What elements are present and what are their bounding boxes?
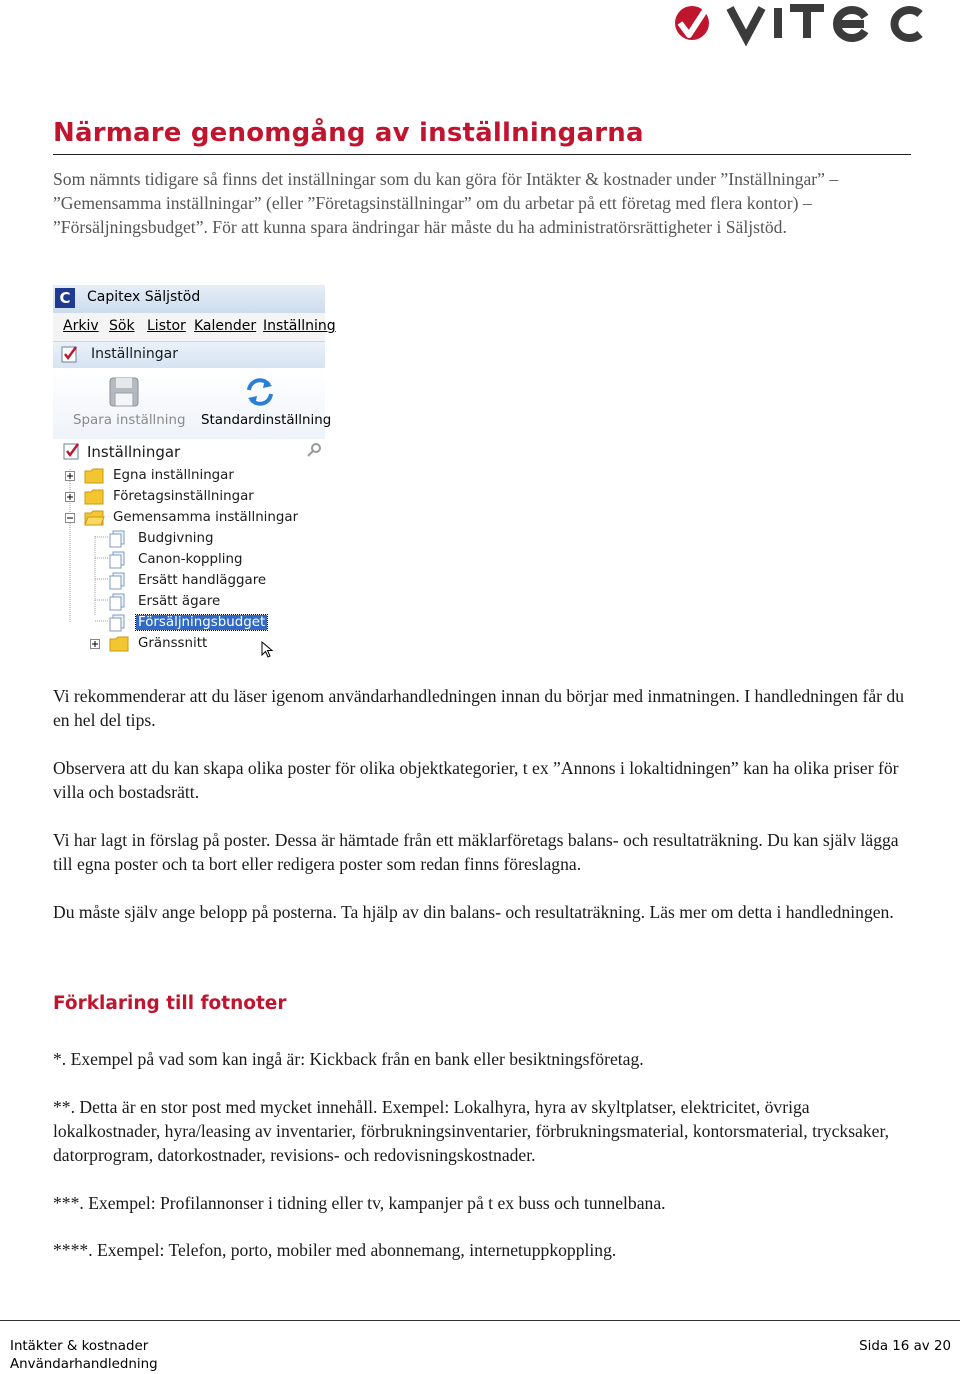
tree-label: Canon-koppling xyxy=(138,552,243,567)
footer-divider xyxy=(0,1320,960,1321)
footer-subtitle: Användarhandledning xyxy=(10,1357,158,1372)
folder-icon xyxy=(84,488,104,505)
app-c-icon: C xyxy=(55,288,75,308)
refresh-icon xyxy=(243,375,277,409)
tree-label: Gemensamma inställningar xyxy=(113,510,299,525)
settings-panel-header xyxy=(53,342,325,368)
logo-text: VITEC xyxy=(672,40,675,41)
tree-label: Budgivning xyxy=(138,531,214,546)
window-titlebar xyxy=(53,285,325,313)
save-setting-button[interactable] xyxy=(73,369,186,439)
page-icon xyxy=(109,551,127,569)
expand-plus-icon[interactable] xyxy=(65,492,75,502)
menu-arkiv[interactable]: Arkiv xyxy=(63,318,99,334)
footnote-4: ****. Exempel: Telefon, porto, mobiler med abonnemang, internetuppkoppling. xyxy=(53,1240,617,1260)
menu-kalender[interactable]: Kalender xyxy=(194,318,257,334)
footnote-2: **. Detta är en stor post med mycket innehåll. Exempel: Lokalhyra, hyra av skyltplatser, elektricitet, övriga lokalkostnader, hyra/leasing av inventarier, förbrukningsinventarier, förbrukningsmaterial, kontorsmaterial, trycksaker, datorprogram, datorkostnader, revisions- och redovisningskostnader. xyxy=(53,1097,890,1165)
page-icon xyxy=(109,530,127,548)
footnote-3: ***. Exempel: Profilannonser i tidning eller tv, kampanjer på t ex buss och tunnelbana. xyxy=(53,1193,666,1213)
footnote-1: *. Exempel på vad som kan ingå är: Kickback från en bank eller besiktningsföretag. xyxy=(53,1049,644,1069)
settings-toolbar xyxy=(53,369,332,439)
standard-setting-button[interactable] xyxy=(201,369,332,439)
folder-icon xyxy=(109,635,129,652)
footnotes-heading: Förklaring till fotnoter xyxy=(53,993,287,1014)
collapse-minus-icon[interactable] xyxy=(65,513,75,523)
tree-label: Ersätt ägare xyxy=(138,594,221,609)
settings-panel-title: Inställningar xyxy=(91,346,179,362)
footer-title: Intäkter & kostnader xyxy=(10,1339,149,1354)
window-title: Capitex Säljstöd xyxy=(87,289,201,305)
menu-listor[interactable]: Listor xyxy=(147,318,186,334)
page-icon xyxy=(109,614,127,632)
mouse-cursor-icon xyxy=(261,641,275,658)
page-title: Närmare genomgång av inställningarna xyxy=(53,118,644,148)
intro-paragraph: Som nämnts tidigare så finns det inställningar som du kan göra för Intäkter & kostnader under ”Inställningar” – ”Gemensamma inställningar” (eller ”Företagsinställningar” om du arbetar på ett företag med flera kontor) – ”Försäljningsbudget”. För att kunna spara ändringar här måste du ha administratörsrättigheter i Säljstöd. xyxy=(53,169,839,237)
menu-bar xyxy=(53,313,336,342)
expand-plus-icon[interactable] xyxy=(65,471,75,481)
tree-label: Ersätt handläggare xyxy=(138,573,267,588)
tree-root-label: Inställningar xyxy=(87,443,181,461)
settings-check-icon xyxy=(61,345,79,363)
settings-tree xyxy=(53,439,325,658)
tree-label: Egna inställningar xyxy=(113,468,234,483)
body-paragraph-2: Observera att du kan skapa olika poster för olika objektkategorier, t ex ”Annons i lokaltidningen” kan ha olika priser för villa och bostadsrätt. xyxy=(53,758,899,802)
tree-label-selected: Försäljningsbudget xyxy=(138,615,266,630)
menu-sok[interactable]: Sök xyxy=(109,318,135,334)
tree-label: Gränssnitt xyxy=(138,636,208,651)
page-icon xyxy=(109,572,127,590)
footer-document-title xyxy=(10,1338,158,1374)
settings-check-icon xyxy=(63,442,81,460)
menu-installning[interactable]: Inställning xyxy=(263,318,336,334)
title-divider xyxy=(53,154,911,155)
folder-icon xyxy=(84,467,104,484)
tree-label: Företagsinställningar xyxy=(113,489,254,504)
floppy-disk-icon xyxy=(107,375,141,409)
search-icon[interactable] xyxy=(307,442,323,458)
body-paragraph-1: Vi rekommenderar att du läser igenom användarhandledningen innan du börjar med inmatningen. I handledningen får du en hel del tips. xyxy=(53,686,904,730)
standard-setting-label: Standardinställning xyxy=(201,413,332,428)
page-number: Sida 16 av 20 xyxy=(859,1339,951,1354)
app-screenshot xyxy=(53,285,336,658)
vitec-logo xyxy=(672,4,926,42)
page-icon xyxy=(109,593,127,611)
expand-plus-icon[interactable] xyxy=(90,639,100,649)
body-paragraph-3: Vi har lagt in förslag på poster. Dessa är hämtade från ett mäklarföretags balans- och resultaträkning. Du kan själv lägga till egna poster och ta bort eller redigera poster som redan finns föreslagna. xyxy=(53,830,899,874)
save-setting-label: Spara inställning xyxy=(73,413,186,428)
vitec-logo-mark xyxy=(672,4,926,42)
body-paragraph-4: Du måste själv ange belopp på posterna. Ta hjälp av din balans- och resultaträkning. Läs mer om detta i handledningen. xyxy=(53,902,894,922)
open-folder-icon xyxy=(84,509,104,526)
